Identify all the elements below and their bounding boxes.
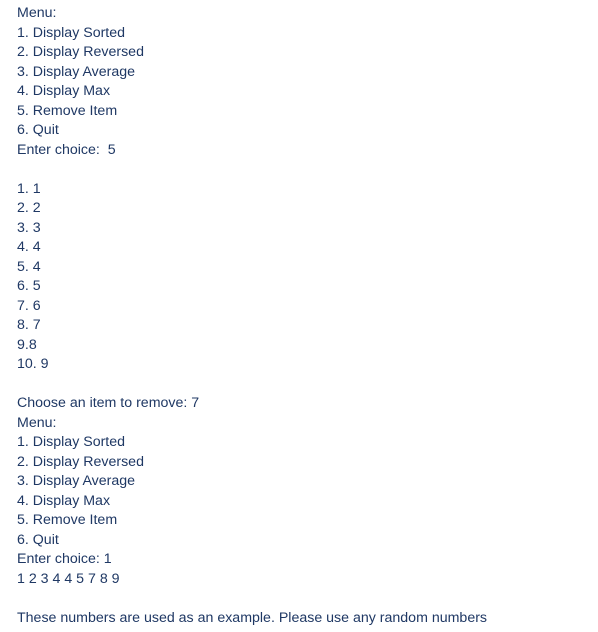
list-item: 5. 4 — [17, 258, 41, 275]
blank-line — [17, 589, 587, 609]
menu-option-display-sorted: 1. Display Sorted — [17, 434, 126, 450]
menu-option-remove-item: 5. Remove Item — [17, 512, 118, 528]
menu-option-display-average: 3. Display Average — [17, 63, 136, 80]
blank-line — [17, 375, 587, 395]
numbered-list — [17, 180, 587, 375]
list-item: 4. 4 — [17, 239, 41, 255]
list-item: 2. 2 — [17, 200, 41, 216]
remove-item-prompt: Choose an item to remove: 7 — [17, 395, 200, 411]
menu-title: Menu: — [17, 414, 57, 431]
list-item: 1. 1 — [17, 180, 41, 197]
enter-choice-prompt: Enter choice: 1 — [17, 551, 112, 567]
list-item: 10. 9 — [17, 356, 49, 372]
menu-option-quit: 6. Quit — [17, 531, 59, 548]
menu-option-quit: 6. Quit — [17, 122, 59, 138]
menu-option-display-average: 3. Display Average — [17, 473, 136, 489]
enter-choice-prompt: Enter choice: 5 — [17, 141, 116, 158]
blank-line — [17, 160, 587, 180]
menu-option-display-max: 4. Display Max — [17, 492, 111, 509]
sorted-output: 1 2 3 4 4 5 7 8 9 — [17, 570, 120, 587]
list-item: 9.8 — [17, 336, 37, 353]
menu-block-first — [17, 4, 587, 160]
list-item: 8. 7 — [17, 317, 41, 333]
document-body — [17, 4, 587, 628]
menu-option-display-reversed: 2. Display Reversed — [17, 44, 144, 60]
menu-option-display-sorted: 1. Display Sorted — [17, 24, 126, 41]
menu-option-remove-item: 5. Remove Item — [17, 102, 118, 119]
menu-option-display-max: 4. Display Max — [17, 83, 111, 99]
list-item: 6. 5 — [17, 278, 41, 294]
menu-block-second — [17, 414, 587, 590]
menu-option-display-reversed: 2. Display Reversed — [17, 453, 144, 470]
menu-title: Menu: — [17, 5, 57, 21]
example-note: These numbers are used as an example. Please use any random numbers — [17, 609, 488, 626]
list-item: 7. 6 — [17, 297, 41, 314]
list-item: 3. 3 — [17, 219, 41, 236]
